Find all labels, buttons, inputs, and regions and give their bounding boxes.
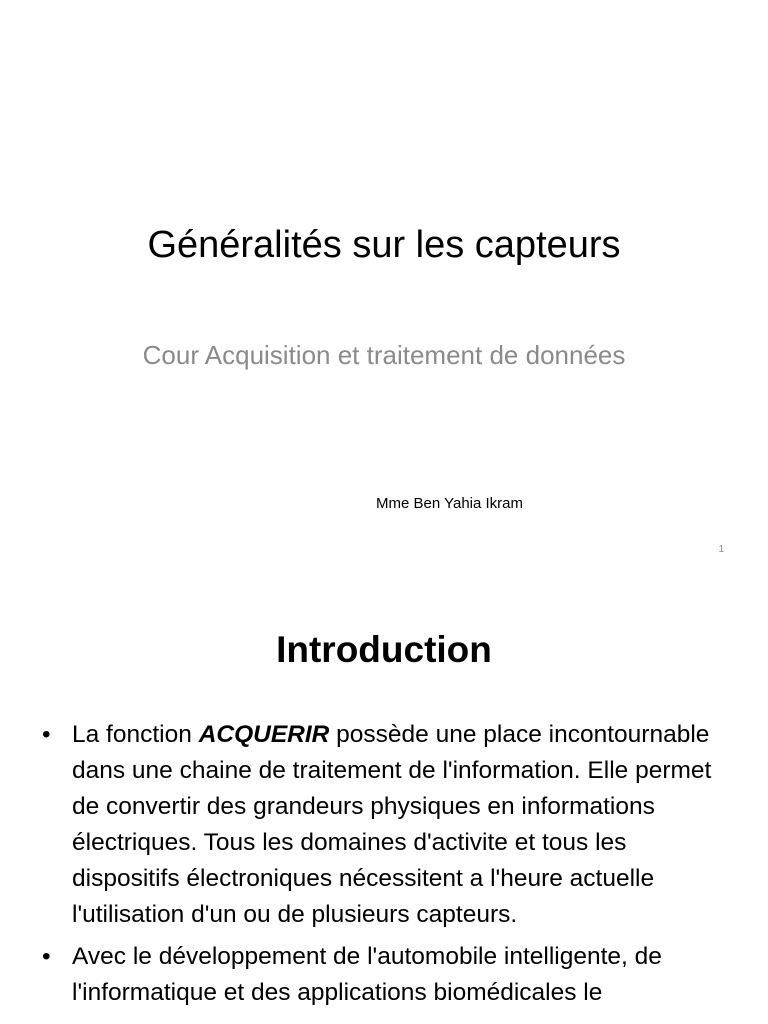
bullet-text-before: La fonction xyxy=(72,721,199,748)
bullet-list xyxy=(38,717,738,1017)
author-name: Mme Ben Yahia Ikram xyxy=(376,495,524,512)
bullet-icon: • xyxy=(42,721,51,748)
bullet-icon: • xyxy=(42,943,51,970)
slide-subtitle: Cour Acquisition et traitement de données xyxy=(142,340,626,370)
bullet-item xyxy=(38,939,738,1011)
bullet-item xyxy=(38,717,738,933)
bullet-text: Avec le développement de l'automobile intelligente, de l'informatique et des applications biomédicales le xyxy=(72,943,662,1006)
bullet-emphasis: ACQUERIR xyxy=(198,721,330,748)
slide-title: Généralités sur les capteurs xyxy=(147,224,621,266)
page-number: 1 xyxy=(718,544,724,555)
bullet-text-after: possède une place incontournable dans une chaine de traitement de l'information. Elle permet de convertir des grandeurs physiques en informations électriques. Tous les domaines d'activite et tous les dispositifs électroniques nécessitent a l'heure actuelle l'utilisation d'un ou de plusieurs capteurs. xyxy=(72,721,712,928)
slide-2 xyxy=(0,576,768,1024)
slide-title: Introduction xyxy=(276,629,492,670)
